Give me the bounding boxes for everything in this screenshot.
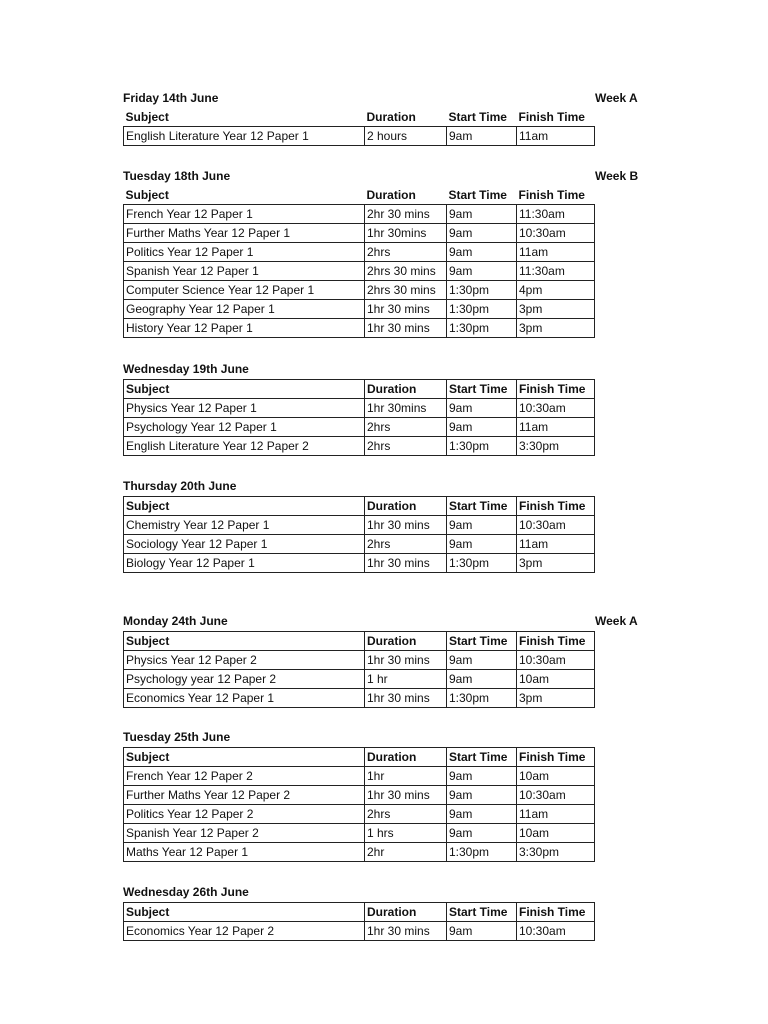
cell-duration: 1hr 30 mins <box>365 300 447 319</box>
column-header-duration: Duration <box>365 380 447 399</box>
cell-finish: 10:30am <box>517 399 595 418</box>
table-row <box>124 205 595 224</box>
table-row <box>124 805 595 824</box>
exam-date-heading <box>123 167 643 186</box>
exam-day-section <box>123 477 643 573</box>
column-header-duration: Duration <box>366 110 416 124</box>
cell-finish: 11:30am <box>517 205 595 224</box>
week-label: Week A <box>595 91 638 105</box>
cell-start: 9am <box>447 786 517 805</box>
cell-finish: 10:30am <box>517 224 595 243</box>
cell-subject: Sociology Year 12 Paper 1 <box>124 535 365 554</box>
column-header-start: Start Time <box>447 748 517 767</box>
column-header-subject: Subject <box>125 110 169 124</box>
table-header-row <box>124 748 595 767</box>
exam-date: Thursday 20th June <box>123 479 237 493</box>
table-row <box>124 224 595 243</box>
cell-finish: 3pm <box>517 689 595 708</box>
cell-duration: 2hrs <box>365 437 447 456</box>
cell-subject: Computer Science Year 12 Paper 1 <box>124 281 365 300</box>
column-header-finish: Finish Time <box>517 748 595 767</box>
exam-schedule-table <box>123 747 595 862</box>
cell-subject: History Year 12 Paper 1 <box>124 319 365 338</box>
column-header-subject: Subject <box>124 748 365 767</box>
cell-finish: 3:30pm <box>517 437 595 456</box>
cell-start: 9am <box>447 224 517 243</box>
cell-subject: Spanish Year 12 Paper 2 <box>124 824 365 843</box>
table-row <box>124 262 595 281</box>
table-row <box>124 399 595 418</box>
exam-day-section <box>123 728 643 862</box>
cell-start: 1:30pm <box>447 843 517 862</box>
exam-date-heading <box>123 728 643 747</box>
cell-start: 9am <box>447 767 517 786</box>
cell-start: 9am <box>447 670 517 689</box>
cell-start: 1:30pm <box>447 437 517 456</box>
exam-date: Wednesday 19th June <box>123 362 249 376</box>
cell-subject: Psychology year 12 Paper 2 <box>124 670 365 689</box>
exam-day-section <box>123 612 643 708</box>
exam-date: Tuesday 25th June <box>123 730 231 744</box>
cell-duration: 1hr 30 mins <box>365 554 447 573</box>
cell-subject: English Literature Year 12 Paper 1 <box>124 127 365 146</box>
exam-day-section <box>123 883 643 941</box>
table-row <box>124 670 595 689</box>
table-row <box>124 418 595 437</box>
cell-finish: 11am <box>517 805 595 824</box>
exam-date: Wednesday 26th June <box>123 885 249 899</box>
table-row <box>124 516 595 535</box>
cell-start: 9am <box>447 127 517 146</box>
column-header-subject: Subject <box>124 380 365 399</box>
cell-duration: 2hrs <box>365 805 447 824</box>
cell-subject: Physics Year 12 Paper 1 <box>124 399 365 418</box>
cell-duration: 2hrs <box>365 535 447 554</box>
table-header-row <box>124 903 595 922</box>
column-header-subject: Subject <box>124 632 365 651</box>
cell-duration: 2hrs <box>365 243 447 262</box>
exam-date-heading <box>123 360 643 379</box>
cell-finish: 10:30am <box>517 651 595 670</box>
cell-duration: 1hr 30 mins <box>365 922 447 941</box>
cell-subject: Psychology Year 12 Paper 1 <box>124 418 365 437</box>
table-row <box>124 300 595 319</box>
exam-schedule-table <box>123 108 595 146</box>
cell-start: 9am <box>447 418 517 437</box>
column-header-duration: Duration <box>365 903 447 922</box>
cell-finish: 3pm <box>517 319 595 338</box>
cell-finish: 11am <box>517 418 595 437</box>
table-header-row <box>124 497 595 516</box>
cell-subject: Biology Year 12 Paper 1 <box>124 554 365 573</box>
cell-subject: Maths Year 12 Paper 1 <box>124 843 365 862</box>
cell-finish: 10:30am <box>517 786 595 805</box>
exam-day-section <box>123 89 643 146</box>
exam-date: Monday 24th June <box>123 614 228 628</box>
column-header-finish: Finish Time <box>518 188 585 202</box>
cell-finish: 10am <box>517 767 595 786</box>
exam-date-heading <box>123 612 643 631</box>
cell-start: 9am <box>447 399 517 418</box>
cell-start: 9am <box>447 805 517 824</box>
cell-subject: French Year 12 Paper 1 <box>124 205 365 224</box>
column-header-duration: Duration <box>365 497 447 516</box>
cell-subject: Chemistry Year 12 Paper 1 <box>124 516 365 535</box>
cell-subject: Further Maths Year 12 Paper 1 <box>124 224 365 243</box>
cell-finish: 10:30am <box>517 922 595 941</box>
cell-start: 1:30pm <box>447 554 517 573</box>
cell-duration: 1 hr <box>365 670 447 689</box>
exam-day-section <box>123 167 643 338</box>
column-header-start: Start Time <box>447 380 517 399</box>
cell-duration: 1hr 30mins <box>365 399 447 418</box>
cell-duration: 1hr 30 mins <box>365 319 447 338</box>
cell-subject: English Literature Year 12 Paper 2 <box>124 437 365 456</box>
table-header-row <box>124 632 595 651</box>
column-header-duration: Duration <box>366 188 416 202</box>
table-header-row <box>124 108 595 127</box>
exam-schedule-table <box>123 186 595 338</box>
cell-start: 9am <box>447 535 517 554</box>
exam-date-heading <box>123 477 643 496</box>
cell-finish: 11am <box>517 127 595 146</box>
cell-subject: Economics Year 12 Paper 1 <box>124 689 365 708</box>
table-header-row <box>124 186 595 205</box>
exam-schedule-table <box>123 631 595 708</box>
table-row <box>124 689 595 708</box>
cell-subject: French Year 12 Paper 2 <box>124 767 365 786</box>
cell-start: 1:30pm <box>447 281 517 300</box>
cell-duration: 2hrs 30 mins <box>365 262 447 281</box>
cell-duration: 1hr 30 mins <box>365 689 447 708</box>
column-header-subject: Subject <box>124 903 365 922</box>
cell-start: 9am <box>447 243 517 262</box>
table-header-row <box>124 380 595 399</box>
cell-start: 9am <box>447 516 517 535</box>
cell-start: 9am <box>447 922 517 941</box>
cell-start: 1:30pm <box>447 689 517 708</box>
cell-duration: 2 hours <box>365 127 447 146</box>
cell-finish: 10:30am <box>517 516 595 535</box>
column-header-subject: Subject <box>124 497 365 516</box>
cell-duration: 2hrs <box>365 418 447 437</box>
column-header-subject: Subject <box>125 188 169 202</box>
table-row <box>124 651 595 670</box>
table-row <box>124 554 595 573</box>
cell-finish: 3pm <box>517 554 595 573</box>
table-row <box>124 786 595 805</box>
cell-start: 1:30pm <box>447 300 517 319</box>
column-header-finish: Finish Time <box>517 632 595 651</box>
week-label: Week B <box>595 169 639 183</box>
column-header-finish: Finish Time <box>517 380 595 399</box>
cell-finish: 3pm <box>517 300 595 319</box>
column-header-finish: Finish Time <box>518 110 585 124</box>
cell-subject: Physics Year 12 Paper 2 <box>124 651 365 670</box>
exam-date-heading <box>123 89 643 108</box>
table-row <box>124 922 595 941</box>
cell-finish: 10am <box>517 670 595 689</box>
exam-date-heading <box>123 883 643 902</box>
cell-duration: 1hr 30 mins <box>365 516 447 535</box>
cell-duration: 1hr <box>365 767 447 786</box>
exam-schedule-table <box>123 902 595 941</box>
cell-subject: Geography Year 12 Paper 1 <box>124 300 365 319</box>
exam-date: Tuesday 18th June <box>123 169 231 183</box>
table-row <box>124 824 595 843</box>
cell-start: 1:30pm <box>447 319 517 338</box>
cell-subject: Politics Year 12 Paper 1 <box>124 243 365 262</box>
exam-date: Friday 14th June <box>123 91 219 105</box>
cell-subject: Further Maths Year 12 Paper 2 <box>124 786 365 805</box>
exam-schedule-table <box>123 496 595 573</box>
cell-duration: 1hr 30 mins <box>365 786 447 805</box>
column-header-start: Start Time <box>448 188 507 202</box>
cell-duration: 2hr 30 mins <box>365 205 447 224</box>
table-row <box>124 127 595 146</box>
column-header-finish: Finish Time <box>517 497 595 516</box>
cell-duration: 2hrs 30 mins <box>365 281 447 300</box>
cell-duration: 1hr 30 mins <box>365 651 447 670</box>
cell-duration: 1hr 30mins <box>365 224 447 243</box>
cell-finish: 3:30pm <box>517 843 595 862</box>
exam-schedule-table <box>123 379 595 456</box>
cell-finish: 11am <box>517 535 595 554</box>
table-row <box>124 535 595 554</box>
column-header-start: Start Time <box>448 110 507 124</box>
table-row <box>124 437 595 456</box>
week-label: Week A <box>595 614 638 628</box>
column-header-start: Start Time <box>447 632 517 651</box>
cell-start: 9am <box>447 824 517 843</box>
column-header-finish: Finish Time <box>517 903 595 922</box>
cell-subject: Economics Year 12 Paper 2 <box>124 922 365 941</box>
cell-start: 9am <box>447 205 517 224</box>
cell-finish: 11:30am <box>517 262 595 281</box>
exam-day-section <box>123 360 643 456</box>
table-row <box>124 281 595 300</box>
cell-start: 9am <box>447 262 517 281</box>
column-header-duration: Duration <box>365 748 447 767</box>
cell-start: 9am <box>447 651 517 670</box>
cell-finish: 11am <box>517 243 595 262</box>
table-row <box>124 243 595 262</box>
cell-duration: 1 hrs <box>365 824 447 843</box>
cell-duration: 2hr <box>365 843 447 862</box>
cell-finish: 4pm <box>517 281 595 300</box>
column-header-start: Start Time <box>447 903 517 922</box>
cell-finish: 10am <box>517 824 595 843</box>
cell-subject: Spanish Year 12 Paper 1 <box>124 262 365 281</box>
column-header-start: Start Time <box>447 497 517 516</box>
table-row <box>124 319 595 338</box>
column-header-duration: Duration <box>365 632 447 651</box>
cell-subject: Politics Year 12 Paper 2 <box>124 805 365 824</box>
table-row <box>124 843 595 862</box>
table-row <box>124 767 595 786</box>
